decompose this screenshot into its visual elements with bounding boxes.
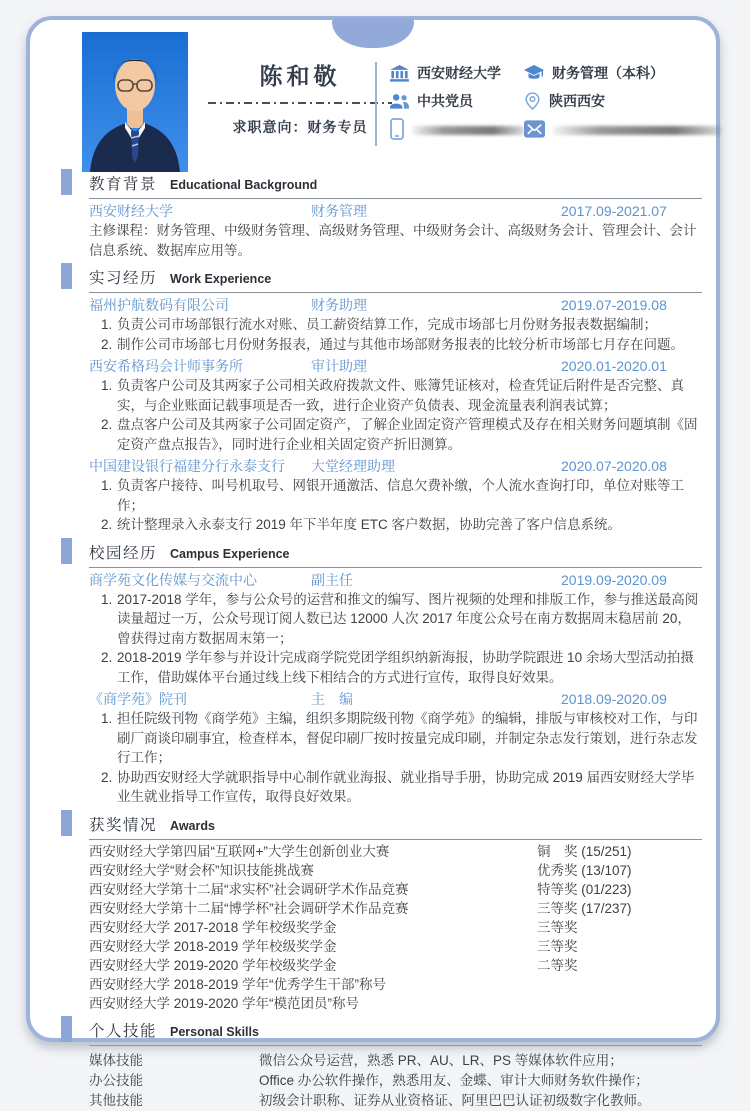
job-bullet: 2. 制作公司市场部七月份财务报表，通过与其他市场部财务报表的比较分析市场部七月存在问题。	[116, 335, 702, 355]
phone-icon	[390, 118, 404, 140]
job-bullet-list	[89, 315, 702, 354]
skill-row	[89, 1051, 702, 1071]
skill-row	[89, 1091, 702, 1111]
redacted-email-address	[553, 126, 721, 135]
section-personal-skills	[89, 1015, 702, 1111]
work-section-header	[89, 262, 702, 293]
header-vertical-divider	[375, 62, 377, 146]
info-location	[524, 90, 721, 112]
award-result: 二等奖	[537, 957, 578, 973]
university-label: 西安财经大学	[417, 65, 501, 81]
campus-bullet-list	[89, 709, 702, 807]
info-phone	[390, 118, 524, 140]
dash-dot-divider	[208, 102, 392, 104]
campus-role: 主 编	[311, 691, 353, 707]
resume-header	[30, 20, 716, 166]
award-name: 西安财经大学“财会杯”知识技能挑战赛	[89, 862, 314, 878]
education-date-range: 2017.09-2021.07	[561, 203, 667, 219]
section-title-en: Awards	[170, 818, 215, 833]
section-bar-icon	[61, 538, 72, 564]
campus-date-range: 2019.09-2020.09	[561, 571, 667, 588]
campus-entry-row	[89, 689, 702, 709]
job-bullet: 1. 负责客户公司及其两家子公司相关政府拨款文件、账簿凭证核对，检查凭证后附件是否完整、真实，与企业账面记载事项是否一致，进行企业资产负债表、现金流量表利润表试算；	[116, 376, 702, 415]
award-name: 西安财经大学 2019-2020 学年“模范团员”称号	[89, 995, 360, 1011]
job-entry-row	[89, 456, 702, 476]
award-row	[89, 880, 702, 899]
award-row	[89, 861, 702, 880]
section-title-en: Campus Experience	[170, 546, 290, 561]
profile-photo	[82, 32, 188, 172]
job-date-range: 2020.07-2020.08	[561, 458, 667, 474]
section-bar-icon	[61, 263, 72, 289]
job-bullet-list	[89, 376, 702, 454]
degree-label: 财务管理（本科）	[552, 65, 664, 81]
skill-label: 其他技能	[89, 1092, 143, 1108]
skill-label: 媒体技能	[89, 1052, 143, 1068]
skills-list	[89, 1051, 702, 1111]
job-objective: 求职意向：财务专员	[232, 119, 368, 135]
award-row	[89, 975, 702, 994]
info-degree	[524, 62, 721, 84]
job-date-range: 2020.01-2020.01	[561, 358, 667, 374]
campus-bullet-list	[89, 590, 702, 688]
section-title-zh: 教育背景	[89, 176, 158, 193]
award-row	[89, 899, 702, 918]
section-title-en: Personal Skills	[170, 1024, 259, 1039]
campus-bullet: 1. 担任院级刊物《商学苑》主编，组织多期院级刊物《商学苑》的编辑，排版与审核校对工作，与印刷厂商谈印刷事宜，检查样本，督促印刷厂按时按量完成印刷，并制定杂志发行策划，进行杂志发行工作；	[116, 709, 702, 768]
info-university	[390, 62, 524, 84]
award-name: 西安财经大学第四届“互联网+”大学生创新创业大赛	[89, 843, 390, 859]
section-bar-icon	[61, 169, 72, 195]
major-name: 财务管理	[311, 203, 367, 219]
skill-text: 微信公众号运营，熟悉 PR、AU、LR、PS 等媒体软件应用；	[259, 1052, 623, 1068]
job-title: 大堂经理助理	[311, 458, 395, 474]
university-icon	[390, 65, 409, 82]
campus-entry-row	[89, 570, 702, 590]
job-bullet: 2. 盘点客户公司及其两家子公司固定资产，了解企业固定资产管理模式及存在相关财务问题填制《固定资产盘点报告》，同时进行企业相关固定资产折旧测算。	[116, 415, 702, 454]
campus-role: 副主任	[311, 571, 353, 588]
section-title-en: Educational Background	[170, 178, 318, 192]
award-name: 西安财经大学第十二届“求实杯”社会调研学术作品竞赛	[89, 881, 409, 897]
section-bar-icon	[61, 1016, 72, 1042]
skills-section-header	[89, 1015, 702, 1046]
award-result: 三等奖	[537, 938, 578, 954]
education-section-header	[89, 168, 702, 199]
candidate-name: 陈和敬	[259, 63, 341, 89]
section-bar-icon	[61, 810, 72, 836]
education-entry-row	[89, 201, 702, 221]
job-bullet-list	[89, 476, 702, 535]
campus-bullet: 2. 协助西安财经大学就职指导中心制作就业海报、就业指导手册，协助完成 2019 届西安财经大学毕业生就业指导工作宣传，取得良好效果。	[116, 768, 702, 807]
campus-date-range: 2018.09-2020.09	[561, 691, 667, 707]
award-result: 特等奖 (01/223)	[537, 881, 632, 897]
skill-row	[89, 1071, 702, 1091]
award-row	[89, 956, 702, 975]
info-political-status	[390, 90, 524, 112]
section-education	[89, 168, 702, 260]
skill-text: Office 办公软件操作，熟悉用友、金蝶、审计大师财务软件操作；	[259, 1072, 649, 1088]
award-row	[89, 937, 702, 956]
company-name: 西安希格玛会计师事务所	[89, 358, 243, 374]
redacted-phone-number	[412, 126, 524, 135]
name-block	[198, 58, 402, 137]
awards-section-header	[89, 809, 702, 840]
political-status-label: 中共党员	[417, 93, 473, 109]
section-title-zh: 校园经历	[89, 544, 158, 562]
job-title: 财务助理	[311, 297, 367, 313]
section-title-en: Work Experience	[170, 272, 272, 286]
contact-info-grid	[390, 62, 716, 140]
organization-name: 商学苑文化传媒与交流中心	[89, 571, 257, 588]
section-work-experience	[89, 262, 702, 535]
job-entry-row	[89, 356, 702, 376]
job-date-range: 2019.07-2019.08	[561, 297, 667, 313]
school-name: 西安财经大学	[89, 203, 173, 219]
job-bullet: 1. 负责客户接待、叫号机取号、网银开通激活、信息欠费补缴，个人流水查询打印，单位对账等工作；	[116, 476, 702, 515]
award-result	[537, 975, 702, 994]
job-title: 审计助理	[311, 358, 367, 374]
skill-text: 初级会计职称、证券从业资格证、阿里巴巴认证初级数字化教师。	[259, 1092, 651, 1108]
location-pin-icon	[524, 92, 541, 111]
award-result: 铜 奖 (15/251)	[537, 843, 632, 859]
award-result	[537, 994, 702, 1013]
award-name: 西安财经大学第十二届“博学杯”社会调研学术作品竞赛	[89, 900, 409, 916]
job-bullet: 2. 统计整理录入永泰支行 2019 年下半年度 ETC 客户数据，协助完善了客户信息系统。	[116, 515, 702, 535]
party-member-icon	[390, 93, 409, 109]
company-name: 福州护航数码有限公司	[89, 297, 229, 313]
location-label: 陕西西安	[549, 93, 605, 109]
campus-section-header	[89, 537, 702, 568]
award-name: 西安财经大学 2017-2018 学年校级奖学金	[89, 919, 337, 935]
info-email	[524, 118, 721, 140]
award-result: 优秀奖 (13/107)	[537, 862, 632, 878]
award-row	[89, 918, 702, 937]
award-result: 三等奖 (17/237)	[537, 900, 632, 916]
skill-label: 办公技能	[89, 1072, 143, 1088]
award-name: 西安财经大学 2018-2019 学年“优秀学生干部”称号	[89, 976, 387, 992]
resume-card	[26, 16, 720, 1108]
resume-body	[30, 168, 716, 1111]
section-campus-experience	[89, 537, 702, 807]
job-entry-row	[89, 295, 702, 315]
campus-bullet: 2. 2018-2019 学年参与并设计完成商学院党团学组织纳新海报，协助学院跟进 10 余场大型活动拍摄工作，借助媒体平台通过线上线下相结合的方式进行宣传，取得良好效果。	[116, 648, 702, 687]
awards-list	[89, 842, 702, 1013]
organization-name: 《商学苑》院刊	[89, 691, 187, 707]
section-title-zh: 实习经历	[89, 270, 158, 287]
job-bullet: 1. 负责公司市场部银行流水对账、员工薪资结算工作，完成市场部七月份财务报表数据编制；	[116, 315, 702, 335]
award-row	[89, 842, 702, 861]
section-title-zh: 个人技能	[89, 1022, 158, 1040]
award-name: 西安财经大学 2019-2020 学年校级奖学金	[89, 957, 337, 973]
courses-text: 主修课程：财务管理、中级财务管理、高级财务管理、中级财务会计、高级财务会计、管理会计、会计信息系统、数据库应用等。	[89, 223, 697, 258]
award-result: 三等奖	[537, 919, 578, 935]
section-title-zh: 获奖情况	[89, 816, 158, 834]
section-awards	[89, 809, 702, 1013]
award-name: 西安财经大学 2018-2019 学年校级奖学金	[89, 938, 337, 954]
award-row	[89, 994, 702, 1013]
graduation-cap-icon	[524, 65, 544, 82]
email-icon	[524, 120, 545, 138]
campus-bullet: 1. 2017-2018 学年，参与公众号的运营和推文的编写、图片视频的处理和排版工作，参与推送最高阅读量超过一万，公众号现订阅人数已达 12000 人次 2017 年度公众号在南方数据周末稳居前 20，曾获得过南方数据周末第一；	[116, 590, 702, 649]
company-name: 中国建设银行福建分行永泰支行	[89, 458, 285, 474]
